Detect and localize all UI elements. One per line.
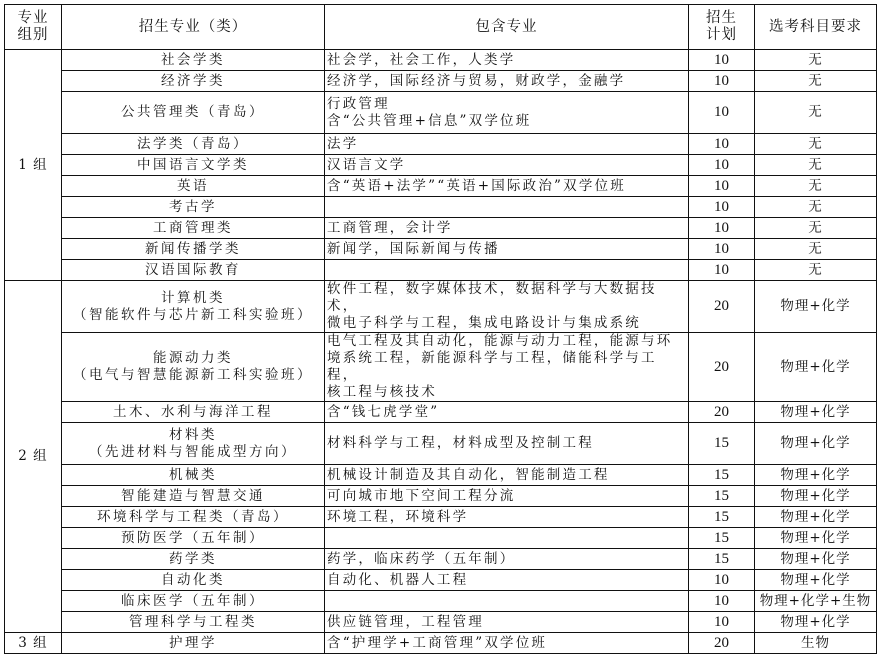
plan-count: 15 (689, 423, 755, 465)
included-majors-text: 机械设计制造及其自动化，智能制造工程 (327, 466, 610, 483)
plan-count: 15 (689, 465, 755, 486)
major-name: （先进材料与智能成型方向） (89, 443, 297, 460)
subject-requirement: 物理+化学+生物 (755, 591, 877, 612)
major-cell (62, 591, 325, 612)
included-majors-text: 汉语言文学 (327, 156, 406, 173)
included-majors-cell (325, 239, 689, 260)
included-majors-text: 法学 (327, 135, 359, 152)
included-majors-text: 经济学，国际经济与贸易，财政学，金融学 (327, 72, 626, 89)
major-cell (62, 260, 325, 281)
major-cell (62, 197, 325, 218)
major-name: 中国语言文学类 (137, 156, 249, 173)
included-majors-cell (325, 260, 689, 281)
major-cell (62, 402, 325, 423)
included-majors-cell (325, 402, 689, 423)
plan-count: 15 (689, 549, 755, 570)
header-line: 招生 (706, 10, 737, 26)
included-majors-cell (325, 486, 689, 507)
table-body (5, 50, 877, 654)
plan-count: 10 (689, 260, 755, 281)
header-row (5, 5, 877, 50)
plan-count: 10 (689, 591, 755, 612)
major-cell (62, 155, 325, 176)
included-majors-cell (325, 218, 689, 239)
table-row (5, 239, 877, 260)
group-label: 1 组 (5, 50, 62, 281)
table-row (5, 155, 877, 176)
major-name: 法学类（青岛） (137, 135, 249, 152)
major-name: 自动化类 (161, 571, 225, 588)
major-name: 能源动力类 (153, 350, 233, 366)
table-row (5, 591, 877, 612)
header-requirement: 选考科目要求 (755, 5, 877, 50)
major-name: 汉语国际教育 (145, 261, 241, 278)
included-majors-cell (325, 333, 689, 402)
header-major: 招生专业（类） (62, 5, 325, 50)
major-name: 预防医学（五年制） (121, 529, 265, 546)
included-majors-cell (325, 507, 689, 528)
table-row (5, 423, 877, 465)
included-majors-cell (325, 591, 689, 612)
subject-requirement: 物理+化学 (755, 333, 877, 402)
included-majors-text: 可向城市地下空间工程分流 (327, 487, 516, 504)
table-row (5, 92, 877, 134)
subject-requirement: 无 (755, 239, 877, 260)
included-majors-text: 软件工程，数字媒体技术，数据科学与大数据技术， (327, 281, 657, 314)
subject-requirement: 物理+化学 (755, 612, 877, 633)
plan-count: 20 (689, 333, 755, 402)
major-cell (62, 423, 325, 465)
subject-requirement: 物理+化学 (755, 423, 877, 465)
major-cell (62, 333, 325, 402)
major-name: 社会学类 (161, 51, 225, 68)
included-majors-cell (325, 176, 689, 197)
major-cell (62, 633, 325, 654)
included-majors-cell (325, 92, 689, 134)
subject-requirement: 物理+化学 (755, 570, 877, 591)
header-included: 包含专业 (325, 5, 689, 50)
major-cell (62, 92, 325, 134)
major-name: 考古学 (169, 198, 217, 215)
included-majors-text: 核工程与核技术 (327, 384, 437, 400)
table-row (5, 633, 877, 654)
plan-count: 15 (689, 507, 755, 528)
major-name: 管理科学与工程类 (129, 613, 257, 630)
included-majors-text: 含“公共管理+信息”双学位班 (327, 112, 532, 129)
subject-requirement: 无 (755, 50, 877, 71)
major-cell (62, 50, 325, 71)
subject-requirement: 物理+化学 (755, 528, 877, 549)
included-majors-text: 含“英语+法学”“英语+国际政治”双学位班 (327, 177, 626, 194)
plan-count: 10 (689, 239, 755, 260)
subject-requirement: 无 (755, 176, 877, 197)
included-majors-cell (325, 71, 689, 92)
major-cell (62, 612, 325, 633)
enrollment-table (4, 4, 877, 654)
plan-count: 20 (689, 633, 755, 654)
major-name: 智能建造与智慧交通 (121, 487, 265, 504)
header-line: 计划 (706, 27, 737, 43)
major-cell (62, 239, 325, 260)
included-majors-text: 电气工程及其自动化，能源与动力工程，能源与环 (327, 333, 673, 349)
table-row (5, 71, 877, 92)
header-group (5, 5, 62, 50)
major-name: （智能软件与芯片新工科实验班） (73, 306, 313, 323)
table-row (5, 570, 877, 591)
subject-requirement: 无 (755, 71, 877, 92)
header-line: 组别 (17, 27, 49, 43)
header-plan (689, 5, 755, 50)
major-cell (62, 281, 325, 333)
subject-requirement: 物理+化学 (755, 507, 877, 528)
included-majors-cell (325, 528, 689, 549)
plan-count: 10 (689, 218, 755, 239)
major-name: 计算机类 (161, 289, 225, 306)
plan-count: 10 (689, 176, 755, 197)
plan-count: 10 (689, 50, 755, 71)
table-row (5, 197, 877, 218)
major-cell (62, 570, 325, 591)
major-name: 新闻传播学类 (145, 240, 241, 257)
included-majors-cell (325, 549, 689, 570)
included-majors-text: 含“钱七虎学堂” (327, 403, 440, 420)
major-name: 护理学 (169, 634, 217, 651)
subject-requirement: 物理+化学 (755, 402, 877, 423)
major-name: 工商管理类 (153, 219, 233, 236)
subject-requirement: 无 (755, 155, 877, 176)
major-cell (62, 71, 325, 92)
group-label: 3 组 (5, 633, 62, 654)
subject-requirement: 物理+化学 (755, 465, 877, 486)
plan-count: 10 (689, 612, 755, 633)
plan-count: 10 (689, 570, 755, 591)
table-row (5, 612, 877, 633)
major-name: 经济学类 (161, 72, 225, 89)
included-majors-cell (325, 423, 689, 465)
table-row (5, 402, 877, 423)
major-name: 环境科学与工程类（青岛） (97, 508, 289, 525)
major-name: （电气与智慧能源新工科实验班） (73, 367, 313, 383)
subject-requirement: 无 (755, 197, 877, 218)
included-majors-text: 微电子科学与工程，集成电路设计与集成系统 (327, 315, 641, 331)
included-majors-text: 工商管理，会计学 (327, 219, 453, 236)
included-majors-text: 自动化、机器人工程 (327, 571, 469, 588)
plan-count: 20 (689, 402, 755, 423)
major-cell (62, 176, 325, 197)
major-cell (62, 486, 325, 507)
table-row (5, 333, 877, 402)
table-row (5, 134, 877, 155)
table-row (5, 465, 877, 486)
included-majors-cell (325, 50, 689, 71)
subject-requirement: 无 (755, 92, 877, 134)
plan-count: 20 (689, 281, 755, 333)
included-majors-text: 社会学，社会工作，人类学 (327, 51, 516, 68)
included-majors-text: 药学，临床药学（五年制） (327, 550, 516, 567)
subject-requirement: 无 (755, 134, 877, 155)
table-row (5, 549, 877, 570)
plan-count: 10 (689, 92, 755, 134)
major-cell (62, 528, 325, 549)
plan-count: 10 (689, 134, 755, 155)
major-cell (62, 134, 325, 155)
major-cell (62, 549, 325, 570)
included-majors-cell (325, 281, 689, 333)
table-row (5, 218, 877, 239)
table-row (5, 50, 877, 71)
major-name: 材料类 (169, 426, 217, 443)
subject-requirement: 物理+化学 (755, 281, 877, 333)
table-row (5, 507, 877, 528)
major-name: 土木、水利与海洋工程 (113, 403, 273, 420)
included-majors-text: 新闻学，国际新闻与传播 (327, 240, 500, 257)
included-majors-text: 境系统工程，新能源科学与工程，储能科学与工程， (327, 350, 657, 383)
plan-count: 10 (689, 71, 755, 92)
major-name: 公共管理类（青岛） (121, 104, 265, 120)
included-majors-cell (325, 633, 689, 654)
plan-count: 10 (689, 155, 755, 176)
major-cell (62, 507, 325, 528)
subject-requirement: 物理+化学 (755, 486, 877, 507)
included-majors-cell (325, 570, 689, 591)
table-row (5, 528, 877, 549)
header-line: 专业 (17, 10, 49, 26)
major-name: 机械类 (169, 466, 217, 483)
group-label: 2 组 (5, 281, 62, 633)
major-name: 临床医学（五年制） (121, 592, 265, 609)
included-majors-text: 材料科学与工程，材料成型及控制工程 (327, 435, 594, 451)
included-majors-cell (325, 155, 689, 176)
subject-requirement: 无 (755, 260, 877, 281)
table-row (5, 176, 877, 197)
subject-requirement: 生物 (755, 633, 877, 654)
major-name: 药学类 (169, 550, 217, 567)
included-majors-text: 含“护理学+工商管理”双学位班 (327, 634, 548, 651)
included-majors-cell (325, 465, 689, 486)
included-majors-text: 供应链管理，工程管理 (327, 613, 484, 630)
major-name: 英语 (177, 177, 209, 194)
table-row (5, 486, 877, 507)
major-cell (62, 465, 325, 486)
plan-count: 10 (689, 197, 755, 218)
included-majors-cell (325, 134, 689, 155)
included-majors-text: 环境工程，环境科学 (327, 508, 469, 525)
plan-count: 15 (689, 528, 755, 549)
included-majors-cell (325, 612, 689, 633)
included-majors-text: 行政管理 (327, 95, 390, 112)
table-row (5, 260, 877, 281)
table-row (5, 281, 877, 333)
subject-requirement: 无 (755, 218, 877, 239)
major-cell (62, 218, 325, 239)
plan-count: 15 (689, 486, 755, 507)
included-majors-cell (325, 197, 689, 218)
subject-requirement: 物理+化学 (755, 549, 877, 570)
